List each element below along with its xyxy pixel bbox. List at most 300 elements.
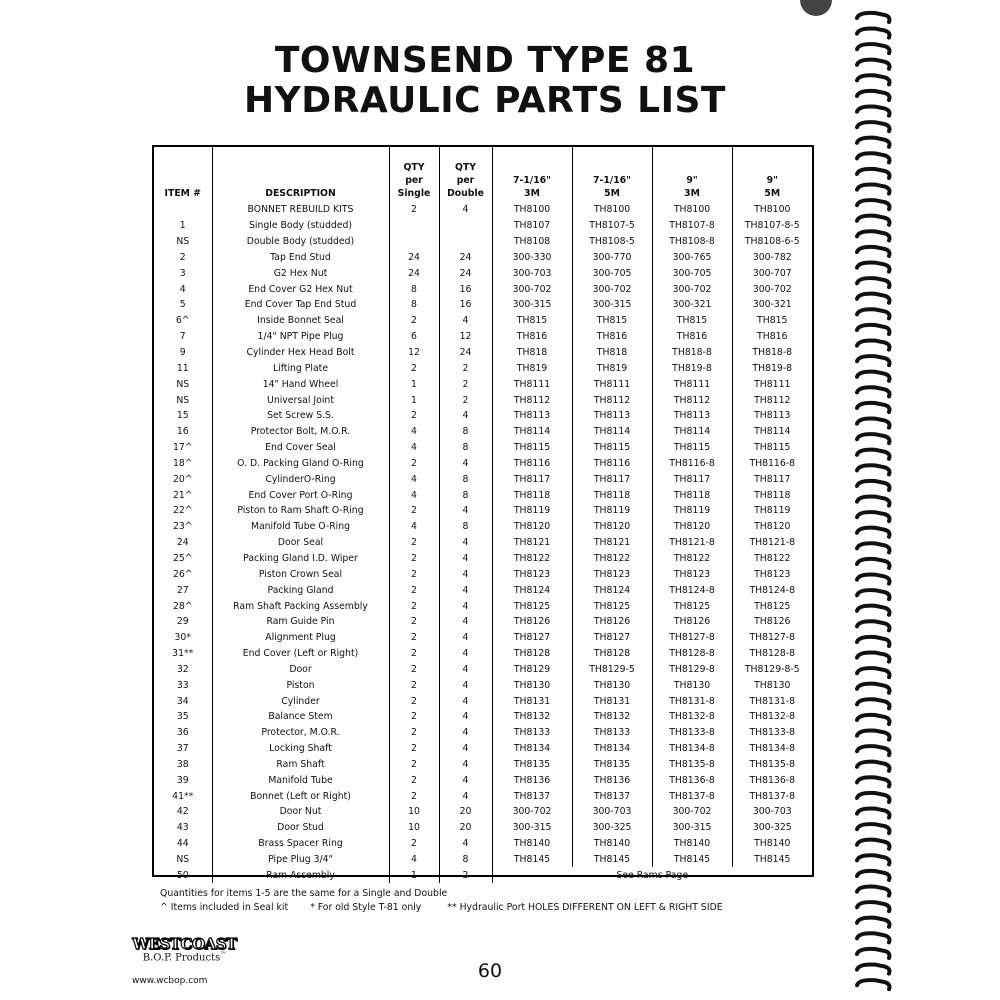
part-9-5m: TH818-8 [732,345,812,361]
qty-double: 4 [439,408,492,424]
part-7-5m: TH8114 [572,424,652,440]
part-9-3m: TH8124-8 [652,582,732,598]
part-9-5m: TH8119 [732,503,812,519]
qty-double: 4 [439,535,492,551]
binding-coil [857,169,890,178]
item-description: End Cover Tap End Stud [212,297,389,313]
part-7-3m: TH8127 [492,630,572,646]
binding-coil [857,247,890,256]
part-9-5m: TH819-8 [732,360,812,376]
westcoast-logo [122,935,247,963]
part-9-3m: TH8130 [652,677,732,693]
qty-double: 4 [439,709,492,725]
part-9-5m: 300-782 [732,250,812,266]
qty-single: 8 [389,297,439,313]
item-number: 38 [176,758,189,770]
qty-single: 2 [389,598,439,614]
item-number: 21^ [172,489,193,501]
part-7-3m: TH8114 [492,424,572,440]
qty-single: 2 [389,551,439,567]
binding-coil [857,122,890,131]
binding-coil [857,793,890,802]
qty-double: 8 [439,440,492,456]
part-7-3m: TH8107 [492,218,572,234]
part-9-5m: TH8132-8 [732,709,812,725]
binding-coil [857,730,890,739]
table-row [154,630,812,646]
part-9-3m: TH8128-8 [652,646,732,662]
binding-coil [857,980,890,989]
part-7-3m: TH8137 [492,788,572,804]
table-row [154,741,812,757]
binding-coil [857,886,890,895]
part-7-5m: TH8116 [572,456,652,472]
item-number: 23^ [172,521,193,533]
item-number: 7 [179,331,186,343]
qty-double: 2 [439,867,492,883]
part-7-3m: TH8108 [492,234,572,250]
item-description: Brass Spacer Ring [212,836,389,852]
table-row [154,265,812,281]
part-9-3m: TH8129-8 [652,661,732,677]
item-number: 37 [176,743,189,755]
qty-double: 4 [439,757,492,773]
binding-coil [857,372,890,381]
qty-single: 2 [389,313,439,329]
table-row [154,820,812,836]
item-number: 9 [179,347,186,359]
table-row [154,376,812,392]
qty-single: 2 [389,408,439,424]
qty-single: 4 [389,471,439,487]
binding-coil [857,855,890,864]
part-9-3m: TH8132-8 [652,709,732,725]
qty-single: 4 [389,440,439,456]
item-number: 15 [176,410,189,422]
part-7-5m: TH8132 [572,709,652,725]
table-row [154,519,812,535]
item-number: 41** [172,790,194,802]
qty-double: 20 [439,820,492,836]
qty-double: 4 [439,836,492,852]
binding-coil [857,387,890,396]
part-7-3m: TH8119 [492,503,572,519]
part-9-3m: TH8119 [652,503,732,519]
qty-double: 16 [439,281,492,297]
part-9-3m: TH815 [652,313,732,329]
part-9-3m: TH8145 [652,852,732,868]
item-number: 20^ [172,473,193,485]
part-7-3m: TH816 [492,329,572,345]
part-9-5m: TH8137-8 [732,788,812,804]
qty-double: 4 [439,503,492,519]
qty-single: 1 [389,392,439,408]
table-header-row [154,147,812,202]
part-9-3m: TH8125 [652,598,732,614]
part-7-3m: TH8131 [492,693,572,709]
part-7-3m: TH8126 [492,614,572,630]
table-row [154,677,812,693]
part-9-3m: TH8115 [652,440,732,456]
part-7-5m: TH8126 [572,614,652,630]
item-number: 42 [176,806,189,818]
part-7-5m: TH8136 [572,772,652,788]
qty-double: 4 [439,661,492,677]
part-9-3m: TH8116-8 [652,456,732,472]
part-9-5m: TH8135-8 [732,757,812,773]
part-9-5m: TH8100 [732,202,812,218]
item-description: 14" Hand Wheel [212,376,389,392]
logo-url: www.wcbop.com [132,976,208,986]
part-9-5m: TH8113 [732,408,812,424]
item-description: Ram Shaft Packing Assembly [212,598,389,614]
table-row [154,281,812,297]
qty-single: 1 [389,867,439,883]
qty-double: 12 [439,329,492,345]
part-7-3m: TH8111 [492,376,572,392]
item-number: NS [176,236,190,248]
binding-coil [857,840,890,849]
part-9-3m: TH8131-8 [652,693,732,709]
part-9-3m: TH8117 [652,471,732,487]
qty-double: 8 [439,487,492,503]
table-row [154,804,812,820]
qty-double: 2 [439,376,492,392]
table-row [154,424,812,440]
part-7-5m: TH8124 [572,582,652,598]
binding-coil [857,496,890,505]
qty-single [389,218,439,234]
binding-coil [857,200,890,209]
item-description: Packing Gland I.D. Wiper [212,551,389,567]
table-row [154,408,812,424]
part-7-3m: TH8113 [492,408,572,424]
qty-double: 24 [439,265,492,281]
part-9-5m: TH815 [732,313,812,329]
table-row [154,535,812,551]
part-7-5m: TH8145 [572,852,652,868]
part-9-5m: TH8140 [732,836,812,852]
item-number: 11 [176,362,189,374]
qty-single: 2 [389,630,439,646]
binding-coil [857,574,890,583]
part-9-3m: TH8120 [652,519,732,535]
table-row [154,392,812,408]
table-row [154,329,812,345]
qty-single: 4 [389,487,439,503]
part-7-5m: TH8130 [572,677,652,693]
table-row [154,218,812,234]
part-9-3m: TH8112 [652,392,732,408]
item-description: End Cover (Left or Right) [212,646,389,662]
header-qty-double: QTY per Double [439,147,492,202]
qty-double: 24 [439,345,492,361]
binding-coil [857,652,890,661]
qty-single: 6 [389,329,439,345]
part-9-5m: TH8128-8 [732,646,812,662]
binding-coil [857,668,890,677]
qty-single: 12 [389,345,439,361]
qty-double: 4 [439,788,492,804]
qty-double: 4 [439,456,492,472]
part-7-3m: TH8116 [492,456,572,472]
part-9-3m: TH8118 [652,487,732,503]
item-description: CylinderO-Ring [212,471,389,487]
binding-coil [857,309,890,318]
part-7-3m: TH8133 [492,725,572,741]
qty-double: 16 [439,297,492,313]
part-7-3m: TH8128 [492,646,572,662]
binding-punch-mark [800,0,832,16]
item-description: BONNET REBUILD KITS [212,202,389,218]
part-7-3m: 300-315 [492,820,572,836]
item-number: 22^ [172,505,193,517]
item-number: 28^ [172,600,193,612]
part-9-3m: 300-321 [652,297,732,313]
qty-double: 4 [439,646,492,662]
item-description: 1/4" NPT Pipe Plug [212,329,389,345]
table-row [154,646,812,662]
qty-single: 2 [389,772,439,788]
item-number: 17^ [172,442,193,454]
part-7-3m: TH8118 [492,487,572,503]
part-7-3m: TH8122 [492,551,572,567]
item-description: Universal Joint [212,392,389,408]
part-7-5m: 300-325 [572,820,652,836]
item-description: Manifold Tube O-Ring [212,519,389,535]
item-description: Door Seal [212,535,389,551]
part-7-3m: TH818 [492,345,572,361]
header-9-3m: 9" 3M [652,147,732,202]
item-description: Ram Assembly [212,867,389,883]
qty-single: 2 [389,566,439,582]
item-number: 5 [179,299,186,311]
item-description: Piston to Ram Shaft O-Ring [212,503,389,519]
item-number: 4 [179,283,186,295]
item-number: 34 [176,695,189,707]
part-7-5m: TH8112 [572,392,652,408]
table-row [154,709,812,725]
item-description: Piston [212,677,389,693]
part-7-5m: TH8125 [572,598,652,614]
item-description: Piston Crown Seal [212,566,389,582]
see-rams-note: See Rams Page [492,867,812,883]
part-7-3m: TH8129 [492,661,572,677]
part-7-3m: TH8100 [492,202,572,218]
part-9-3m: 300-765 [652,250,732,266]
binding-coil [857,216,890,225]
part-9-5m: TH8122 [732,551,812,567]
part-7-3m: TH8125 [492,598,572,614]
item-number: 39 [176,774,189,786]
table-row [154,693,812,709]
page-number: 60 [477,960,503,982]
part-9-3m: TH8135-8 [652,757,732,773]
item-description: End Cover Port O-Ring [212,487,389,503]
part-9-5m: TH8120 [732,519,812,535]
part-9-5m: TH8131-8 [732,693,812,709]
item-number: 27 [176,584,189,596]
part-9-5m: TH8126 [732,614,812,630]
binding-coil [857,278,890,287]
qty-double: 4 [439,677,492,693]
part-7-5m: TH8121 [572,535,652,551]
table-row [154,772,812,788]
part-9-5m: TH816 [732,329,812,345]
item-description: Lifting Plate [212,360,389,376]
part-7-3m: TH8124 [492,582,572,598]
spiral-binding [845,0,905,1000]
part-9-3m: TH8136-8 [652,772,732,788]
part-9-3m: TH8111 [652,376,732,392]
table-row [154,440,812,456]
part-7-5m: TH8135 [572,757,652,773]
part-7-3m: TH8123 [492,566,572,582]
part-7-5m: TH8122 [572,551,652,567]
binding-coil [857,512,890,521]
binding-coil [857,434,890,443]
part-9-5m: TH8117 [732,471,812,487]
part-9-5m: 300-703 [732,804,812,820]
part-9-5m: TH8121-8 [732,535,812,551]
header-7-5m: 7-1/16" 5M [572,147,652,202]
binding-coil [857,621,890,630]
part-7-3m: 300-315 [492,297,572,313]
part-7-5m: TH8117 [572,471,652,487]
item-number: 43 [176,822,189,834]
part-7-3m: TH8130 [492,677,572,693]
qty-single: 24 [389,265,439,281]
table-row [154,582,812,598]
item-number: NS [176,378,190,390]
item-description: O. D. Packing Gland O-Ring [212,456,389,472]
part-9-3m: 300-705 [652,265,732,281]
item-number: 24 [176,537,189,549]
part-9-5m: 300-325 [732,820,812,836]
item-number: 29 [176,616,189,628]
part-9-3m: TH8140 [652,836,732,852]
binding-coil [857,949,890,958]
binding-coil [857,559,890,568]
part-7-5m: 300-315 [572,297,652,313]
item-number: 35 [176,711,189,723]
item-number: 31** [172,648,194,660]
binding-coil [857,964,890,973]
part-9-5m: TH8133-8 [732,725,812,741]
item-number: NS [176,854,190,866]
part-7-5m: TH8129-5 [572,661,652,677]
binding-coil [857,75,890,84]
part-9-5m: TH8118 [732,487,812,503]
qty-single: 2 [389,646,439,662]
part-9-5m: 300-707 [732,265,812,281]
table-row [154,234,812,250]
table-row [154,836,812,852]
part-9-3m: TH8134-8 [652,741,732,757]
part-7-3m: TH8121 [492,535,572,551]
qty-double [439,234,492,250]
part-9-3m: TH8100 [652,202,732,218]
qty-double: 4 [439,551,492,567]
footnote-quantities: Quantities for items 1-5 are the same for a Single and Double [160,888,448,899]
qty-single [389,234,439,250]
part-9-5m: 300-702 [732,281,812,297]
part-9-3m: 300-702 [652,281,732,297]
part-9-5m: TH8108-6-5 [732,234,812,250]
binding-coil [857,762,890,771]
binding-coil [857,418,890,427]
binding-coil [857,231,890,240]
part-9-3m: TH8127-8 [652,630,732,646]
part-7-5m: TH8140 [572,836,652,852]
table-row [154,757,812,773]
part-9-3m: TH8114 [652,424,732,440]
binding-coil [857,91,890,100]
item-description: Protector Bolt, M.O.R. [212,424,389,440]
qty-single: 2 [389,202,439,218]
part-9-3m: TH816 [652,329,732,345]
qty-single: 2 [389,741,439,757]
qty-double: 8 [439,519,492,535]
page-title-line1: TOWNSEND TYPE 81 [274,40,696,81]
item-description: Packing Gland [212,582,389,598]
binding-coil [857,684,890,693]
qty-single: 2 [389,757,439,773]
binding-coil [857,465,890,474]
part-9-3m: 300-315 [652,820,732,836]
binding-coil [857,481,890,490]
part-9-5m: TH8129-8-5 [732,661,812,677]
part-9-3m: TH8122 [652,551,732,567]
qty-single: 2 [389,836,439,852]
item-number: 16 [176,426,189,438]
table-row [154,471,812,487]
part-7-5m: TH819 [572,360,652,376]
qty-double: 8 [439,852,492,868]
table-row [154,788,812,804]
qty-single: 4 [389,852,439,868]
part-7-3m: TH8115 [492,440,572,456]
part-9-3m: TH8123 [652,566,732,582]
header-description: DESCRIPTION [212,147,389,202]
qty-double: 4 [439,313,492,329]
table-row [154,202,812,218]
part-7-5m: 300-703 [572,804,652,820]
qty-double: 8 [439,424,492,440]
part-7-5m: TH8115 [572,440,652,456]
item-description: Door [212,661,389,677]
part-7-5m: TH816 [572,329,652,345]
qty-single: 10 [389,804,439,820]
part-7-5m: 300-705 [572,265,652,281]
item-description: Ram Shaft [212,757,389,773]
item-number: 3 [179,267,186,279]
part-7-3m: TH815 [492,313,572,329]
table-row [154,598,812,614]
binding-coil [857,106,890,115]
part-9-3m: TH8137-8 [652,788,732,804]
item-description: Alignment Plug [212,630,389,646]
item-description: Bonnet (Left or Right) [212,788,389,804]
part-9-3m: TH8126 [652,614,732,630]
item-number: NS [176,394,190,406]
binding-coil [857,184,890,193]
binding-coil [857,777,890,786]
table-row [154,297,812,313]
part-9-5m: TH8114 [732,424,812,440]
binding-coil [857,28,890,37]
binding-coil [857,44,890,53]
